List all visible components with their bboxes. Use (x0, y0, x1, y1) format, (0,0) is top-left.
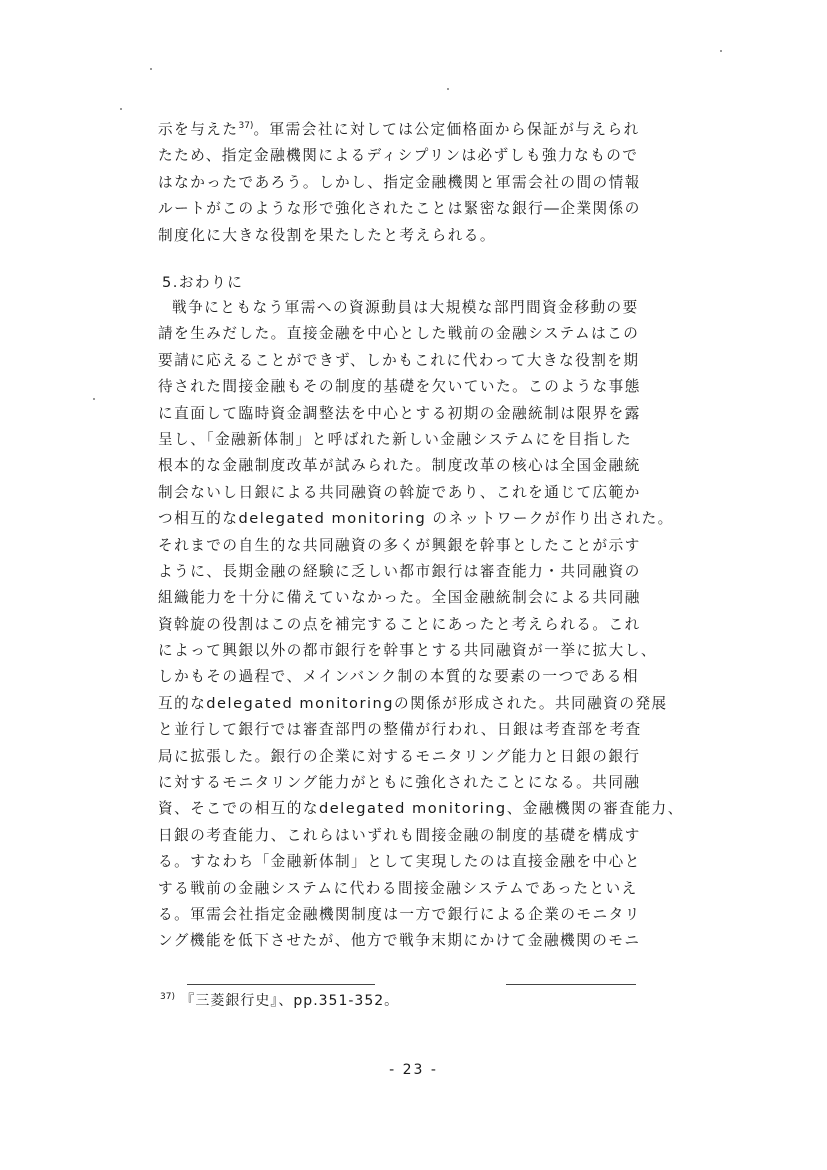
paragraph-line: によって興銀以外の都市銀行を幹事とする共同融資が一挙に拡大し、 (158, 642, 657, 660)
scan-speck (120, 108, 122, 110)
paragraph-line: と並行して銀行では審査部門の整備が行われ、日銀は考査部を考査 (158, 721, 642, 739)
paragraph-line: 制会ないし日銀による共同融資の斡旋であり、これを通じて広範か (158, 483, 641, 501)
scan-speck (447, 88, 449, 90)
paragraph-line: しかもその過程で、メインバンク制の本質的な要素の一つである相 (158, 668, 639, 686)
paragraph-line: る。軍需会社指定金融機関制度は一方で銀行による企業のモニタリ (158, 905, 641, 923)
footnote-reference[interactable]: 37) (238, 121, 254, 131)
paragraph-line: する戦前の金融システムに代わる間接金融システムであったといえ (158, 879, 638, 897)
page-number: - 23 - (389, 1062, 438, 1078)
footnote-separator-left (187, 984, 375, 985)
paragraph-line: 待された間接金融もその制度的基礎を欠いていた。このような事態 (158, 378, 641, 396)
paragraph-line: 根本的な金融制度改革が試みられた。制度改革の核心は全国金融統 (158, 457, 641, 475)
paragraph-line: ように、長期金融の経験に乏しい都市銀行は審査能力・共同融資の (158, 562, 641, 580)
paragraph-line: つ相互的なdelegated monitoring のネットワークが作り出された。 (158, 510, 674, 528)
footnote-separator-right (506, 984, 636, 985)
paragraph-line: それまでの自生的な共同融資の多くが興銀を幹事としたことが示す (158, 536, 641, 554)
paragraph-line: 制度化に大きな役割を果たしたと考えられる。 (158, 226, 496, 244)
paragraph-line: たため、指定金融機関によるディシプリンは必ずしも強力なもので (158, 147, 639, 165)
section-body (158, 295, 706, 955)
paragraph-line: 組織能力を十分に備えていなかった。全国金融統制会による共同融 (158, 589, 641, 607)
footnote (160, 990, 399, 1010)
paragraph-line: はなかったであろう。しかし、指定金融機関と軍需会社の間の情報 (158, 173, 641, 191)
paragraph-line: 資斡旋の役割はこの点を補完することにあったと考えられる。これ (158, 615, 641, 633)
paragraph-line: 資、そこでの相互的なdelegated monitoring、金融機関の審査能力、 (158, 800, 684, 818)
paragraph-line: ング機能を低下させたが、他方で戦争末期にかけて金融機関のモニ (158, 932, 641, 950)
paragraph-line: 互的なdelegated monitoringの関係が形成された。共同融資の発展 (158, 694, 668, 712)
continuation-paragraph (158, 117, 706, 249)
scan-speck (150, 68, 152, 70)
paragraph-line: 請を生みだした。直接金融を中心とした戦前の金融システムはこの (158, 325, 640, 343)
paragraph-line: ルートがこのような形で強化されたことは緊密な銀行―企業関係の (158, 200, 641, 218)
paragraph-line: 戦争にともなう軍需への資源動員は大規模な部門間資金移動の要 (172, 299, 639, 316)
paragraph-line: る。すなわち「金融新体制」として実現したのは直接金融を中心と (158, 853, 641, 871)
footnote-mark: 37) (160, 992, 175, 1002)
paragraph-line: に直面して臨時資金調整法を中心とする初期の金融統制は限界を露 (158, 404, 641, 422)
paragraph-line: 日銀の考査能力、これらはいずれも間接金融の制度的基礎を構成す (158, 826, 641, 844)
paragraph-line: に対するモニタリング能力がともに強化されたことになる。共同融 (158, 774, 641, 792)
section-heading: 5.おわりに (162, 274, 244, 291)
paragraph-line: 示を与えた$^{37)}$。軍需会社に対しては公定価格面から保証が与えられ (158, 121, 640, 138)
scan-speck (720, 50, 722, 52)
paragraph-line: 要請に応えることができず、しかもこれに代わって大きな役割を期 (158, 351, 640, 369)
paragraph-line: 呈し、「金融新体制」と呼ばれた新しい金融システムにを目指した (158, 430, 633, 448)
paragraph-line: 局に拡張した。銀行の企業に対するモニタリング能力と日銀の銀行 (158, 747, 641, 765)
scan-speck (93, 398, 95, 400)
footnote-text: 『三菱銀行史』、pp.351-352。 (180, 993, 400, 1009)
